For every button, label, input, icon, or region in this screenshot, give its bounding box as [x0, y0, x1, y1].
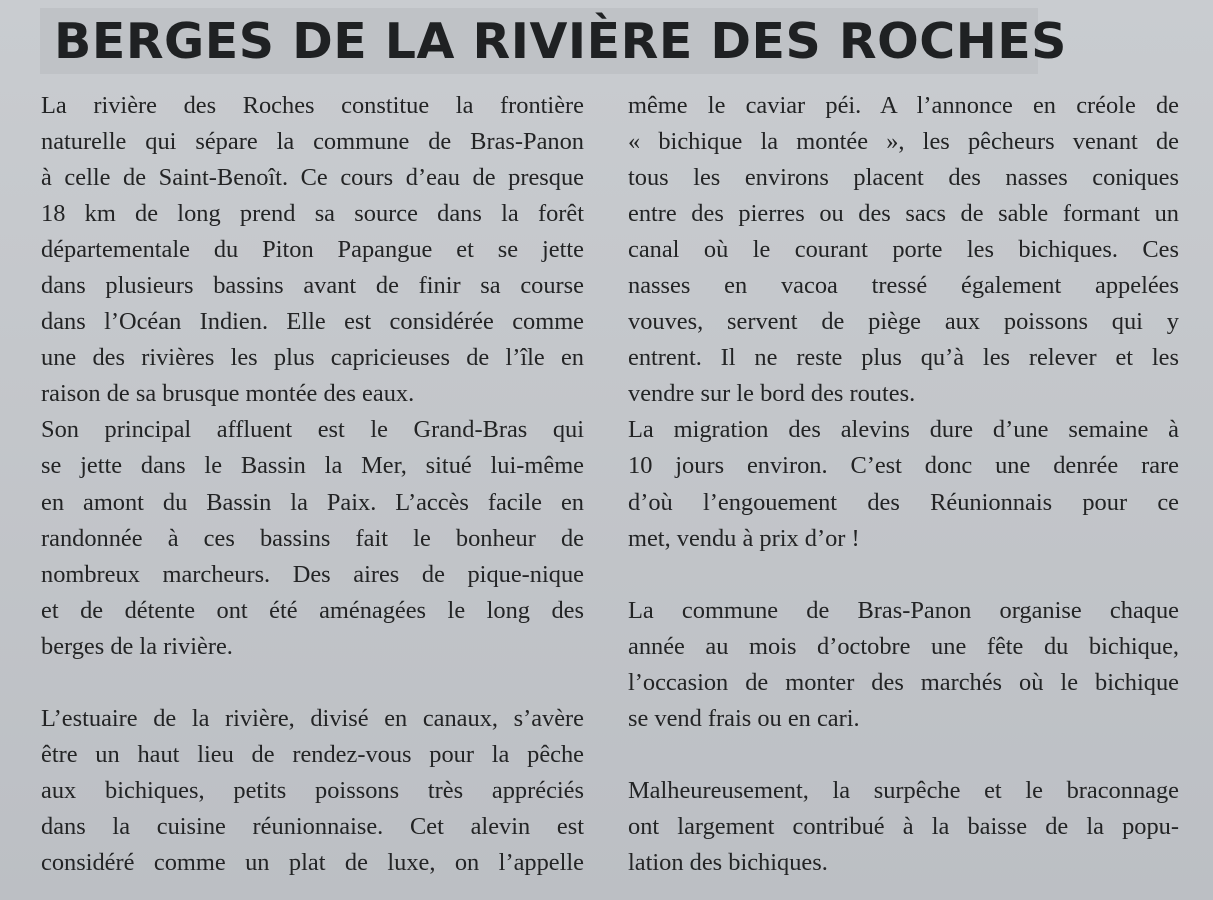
text-line: se vend frais ou en cari. [628, 704, 860, 732]
text-line: vendre sur le bord des routes. [628, 380, 916, 408]
text-line: départementale du Piton Papangue et se jette [41, 236, 584, 264]
text-line: canal où le courant porte les bichiques. Ces [628, 236, 1179, 264]
text-line: 10 jours environ. C’est donc une denrée rare [628, 452, 1179, 480]
paragraph [41, 412, 584, 664]
text-line: entrent. Il ne reste plus qu’à les relever et les [628, 344, 1179, 372]
paragraph [628, 593, 1179, 737]
text-line: raison de sa brusque montée des eaux. [41, 380, 415, 408]
text-line: met, vendu à prix d’or ! [628, 524, 860, 552]
text-line: « bichique la montée », les pêcheurs venant de [628, 128, 1179, 156]
text-line: randonnée à ces bassins fait le bonheur de [41, 524, 584, 552]
text-line: en amont du Bassin la Paix. L’accès facile en [41, 488, 584, 516]
text-line: La rivière des Roches constitue la frontière [41, 92, 584, 119]
text-line: La commune de Bras-Panon organise chaque [628, 596, 1179, 624]
text-line: et de détente ont été aménagées le long des [41, 596, 584, 624]
paragraph-gap [41, 665, 584, 701]
text-line: être un haut lieu de rendez-vous pour la pêche [41, 740, 584, 768]
text-line: L’estuaire de la rivière, divisé en canaux, s’avère [41, 704, 584, 732]
paragraph [628, 88, 1179, 412]
text-line: vouves, servent de piège aux poissons qui y [628, 308, 1179, 336]
paragraph [41, 88, 584, 412]
text-line: 18 km de long prend sa source dans la forêt [41, 200, 584, 228]
text-line: nasses en vacoa tressé également appelées [628, 272, 1179, 300]
text-line: entre des pierres ou des sacs de sable formant un [628, 200, 1179, 228]
text-line: considéré comme un plat de luxe, on l’appelle [41, 848, 584, 876]
text-line: Son principal affluent est le Grand-Bras qui [41, 416, 584, 444]
text-line: aux bichiques, petits poissons très appréciés [41, 776, 584, 804]
paragraph [628, 412, 1179, 556]
text-line: ont largement contribué à la baisse de la popu- [628, 812, 1179, 840]
text-line: dans l’Océan Indien. Elle est considérée comme [41, 308, 584, 336]
text-line: tous les environs placent des nasses coniques [628, 164, 1179, 192]
left-column [41, 88, 584, 881]
text-line: une des rivières les plus capricieuses de l’île en [41, 344, 584, 372]
text-line: année au mois d’octobre une fête du bichique, [628, 632, 1179, 660]
sign-title: BERGES DE LA RIVIÈRE DES ROCHES [54, 13, 1067, 70]
text-line: dans plusieurs bassins avant de finir sa course [41, 272, 584, 300]
text-line: naturelle qui sépare la commune de Bras-Panon [41, 128, 584, 156]
text-line: La migration des alevins dure d’une semaine à [628, 416, 1179, 444]
paragraph-gap [628, 557, 1179, 593]
paragraph [41, 701, 584, 881]
right-column [628, 88, 1179, 881]
text-line: à celle de Saint-Benoît. Ce cours d’eau de presque [41, 164, 584, 192]
text-line: se jette dans le Bassin la Mer, situé lui-même [41, 452, 584, 480]
text-line: Malheureusement, la surpêche et le braconnage [628, 776, 1179, 804]
text-line: dans la cuisine réunionnaise. Cet alevin est [41, 812, 584, 840]
paragraph [628, 773, 1179, 881]
text-line: d’où l’engouement des Réunionnais pour ce [628, 488, 1179, 516]
text-line: berges de la rivière. [41, 632, 233, 660]
text-line: même le caviar péi. A l’annonce en créole de [628, 92, 1179, 119]
text-line: lation des bichiques. [628, 848, 828, 876]
text-line: l’occasion de monter des marchés où le bichique [628, 668, 1179, 696]
text-line: nombreux marcheurs. Des aires de pique-nique [41, 560, 584, 588]
paragraph-gap [628, 737, 1179, 773]
